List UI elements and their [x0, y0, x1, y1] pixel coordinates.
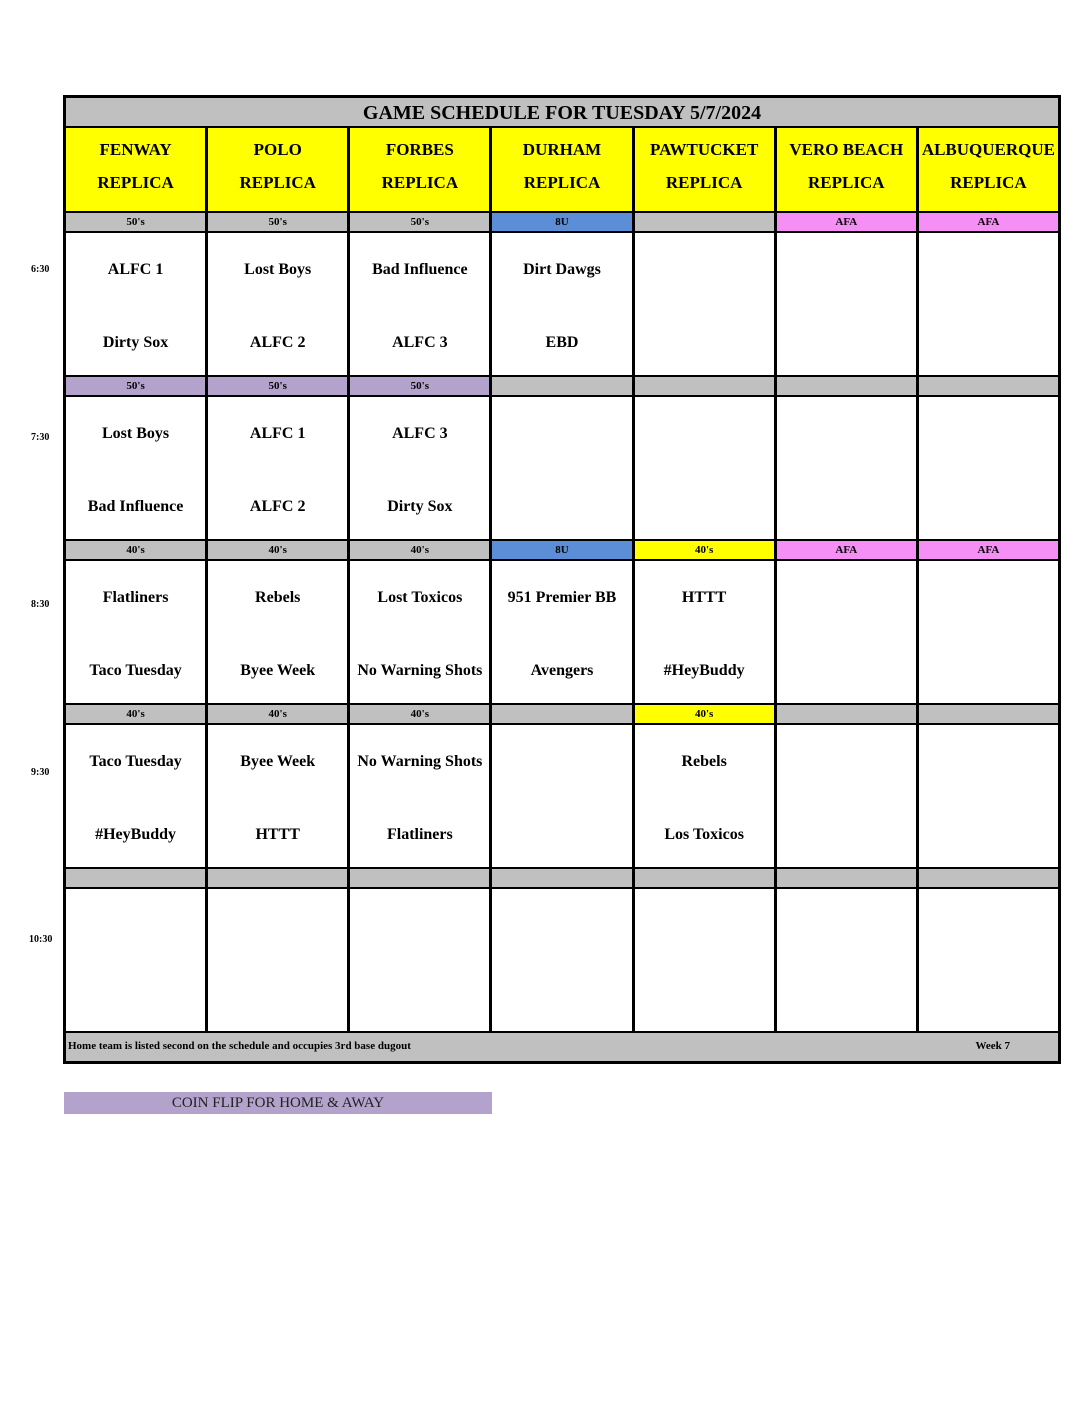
division-label	[919, 869, 1058, 887]
home-team	[923, 648, 1054, 692]
field-name: FENWAY	[99, 140, 172, 159]
home-team: Dirty Sox	[387, 497, 453, 515]
home-team	[781, 812, 912, 856]
away-team	[70, 903, 201, 947]
game-row	[66, 725, 1058, 867]
game-cell	[492, 233, 631, 375]
division-label	[777, 869, 916, 887]
division-row	[66, 375, 1058, 397]
home-team: EBD	[545, 333, 579, 351]
home-team: No Warning Shots	[357, 661, 483, 679]
division-label	[777, 377, 916, 395]
field-subtitle: REPLICA	[523, 173, 601, 192]
game-cell	[919, 397, 1058, 539]
schedule-title: GAME SCHEDULE FOR TUESDAY 5/7/2024	[66, 98, 1058, 128]
home-team: Dirty Sox	[102, 333, 169, 351]
game-row	[66, 397, 1058, 539]
away-team	[923, 411, 1054, 455]
division-label	[208, 869, 347, 887]
division-row	[66, 539, 1058, 561]
away-team	[639, 247, 770, 291]
division-label: 50's	[66, 377, 205, 395]
game-cell	[350, 397, 489, 539]
field-name: DURHAM	[522, 140, 602, 159]
home-team	[781, 648, 912, 692]
away-team	[212, 903, 343, 947]
game-cell	[208, 561, 347, 703]
time-label: 8:30	[31, 599, 50, 610]
game-cell	[350, 889, 489, 1031]
game-row	[66, 233, 1058, 375]
home-team: ALFC 2	[249, 333, 306, 351]
away-team	[496, 903, 627, 947]
division-row	[66, 703, 1058, 725]
field-header	[919, 128, 1058, 211]
game-cell	[350, 561, 489, 703]
game-cell	[492, 561, 631, 703]
game-cell	[492, 397, 631, 539]
game-cell	[208, 233, 347, 375]
division-label: 40's	[635, 705, 774, 723]
game-cell	[919, 561, 1058, 703]
away-team	[639, 903, 770, 947]
away-team: Taco Tuesday	[89, 752, 182, 770]
game-cell	[777, 233, 916, 375]
away-team: Flatliners	[102, 588, 169, 606]
division-label	[350, 869, 489, 887]
away-team	[781, 411, 912, 455]
division-label: 50's	[208, 213, 347, 231]
division-row	[66, 211, 1058, 233]
home-team: Avengers	[530, 661, 594, 679]
division-label: 40's	[350, 541, 489, 559]
away-team	[923, 575, 1054, 619]
away-team: Byee Week	[240, 752, 316, 770]
game-cell	[66, 725, 205, 867]
game-cell	[350, 233, 489, 375]
division-label: AFA	[919, 213, 1058, 231]
home-team: #HeyBuddy	[95, 825, 177, 843]
game-cell	[492, 889, 631, 1031]
time-slots	[66, 211, 1058, 1031]
field-header-row	[66, 128, 1058, 211]
game-cell	[350, 725, 489, 867]
home-team: Taco Tuesday	[89, 661, 182, 679]
away-team: ALFC 1	[107, 260, 164, 278]
home-team: ALFC 2	[249, 497, 306, 515]
field-subtitle: REPLICA	[665, 173, 743, 192]
game-cell	[777, 725, 916, 867]
division-row	[66, 867, 1058, 889]
division-label: 40's	[66, 541, 205, 559]
away-team	[354, 903, 485, 947]
division-label	[66, 869, 205, 887]
time-label: 10:30	[29, 934, 53, 945]
away-team	[639, 411, 770, 455]
home-team	[70, 976, 201, 1020]
game-cell	[919, 889, 1058, 1031]
division-label: 50's	[66, 213, 205, 231]
game-cell	[635, 725, 774, 867]
away-team: HTTT	[681, 588, 727, 606]
game-cell	[919, 725, 1058, 867]
game-cell	[208, 397, 347, 539]
home-team	[923, 812, 1054, 856]
home-team	[496, 484, 627, 528]
division-label: 8U	[492, 541, 631, 559]
away-team: No Warning Shots	[357, 752, 483, 770]
home-team	[639, 320, 770, 364]
home-team	[781, 320, 912, 364]
home-team	[923, 484, 1054, 528]
field-subtitle: REPLICA	[97, 173, 174, 192]
game-cell	[635, 561, 774, 703]
game-cell	[66, 397, 205, 539]
game-cell	[777, 397, 916, 539]
home-team	[496, 812, 627, 856]
division-label: 40's	[66, 705, 205, 723]
game-row	[66, 889, 1058, 1031]
schedule-footer	[66, 1031, 1058, 1061]
coin-flip-legend: COIN FLIP FOR HOME & AWAY	[64, 1092, 492, 1114]
field-subtitle: REPLICA	[239, 173, 316, 192]
schedule-table	[63, 95, 1061, 1064]
division-label: 40's	[635, 541, 774, 559]
field-name: PAWTUCKET	[649, 140, 759, 159]
home-team	[354, 976, 485, 1020]
away-team: ALFC 1	[249, 424, 306, 442]
field-header	[777, 128, 916, 211]
away-team: Lost Boys	[244, 260, 312, 278]
home-team: Bad Influence	[87, 497, 184, 515]
away-team	[496, 411, 627, 455]
away-team: Lost Boys	[102, 424, 170, 442]
home-team: Byee Week	[240, 661, 316, 679]
game-cell	[208, 889, 347, 1031]
away-team: ALFC 3	[392, 424, 448, 442]
home-team: #HeyBuddy	[663, 661, 745, 679]
away-team: Lost Toxicos	[377, 588, 463, 606]
game-cell	[635, 889, 774, 1031]
game-cell	[208, 725, 347, 867]
division-label	[635, 377, 774, 395]
away-team: 951 Premier BB	[507, 588, 617, 606]
field-header	[66, 128, 205, 211]
away-team	[923, 903, 1054, 947]
division-label: 50's	[350, 377, 489, 395]
away-team: Bad Influence	[372, 260, 468, 278]
home-team	[923, 976, 1054, 1020]
time-label: 9:30	[31, 767, 50, 778]
game-row	[66, 561, 1058, 703]
field-name: POLO	[253, 140, 302, 159]
home-team	[639, 484, 770, 528]
home-team	[781, 976, 912, 1020]
division-label: 40's	[350, 705, 489, 723]
game-cell	[66, 561, 205, 703]
field-header	[492, 128, 631, 211]
division-label	[635, 869, 774, 887]
division-label	[492, 869, 631, 887]
home-team	[781, 484, 912, 528]
field-header	[350, 128, 489, 211]
game-cell	[66, 889, 205, 1031]
division-label	[919, 377, 1058, 395]
home-team	[923, 320, 1054, 364]
home-team	[212, 976, 343, 1020]
time-label: 7:30	[31, 432, 50, 443]
home-team: Flatliners	[386, 825, 453, 843]
field-subtitle: REPLICA	[381, 173, 459, 192]
away-team	[781, 739, 912, 783]
away-team: Rebels	[681, 752, 727, 770]
away-team: Dirt Dawgs	[523, 260, 601, 278]
division-label: AFA	[777, 213, 916, 231]
division-label: 50's	[350, 213, 489, 231]
away-team	[781, 903, 912, 947]
time-label: 6:30	[31, 264, 50, 275]
game-cell	[66, 233, 205, 375]
field-subtitle: REPLICA	[950, 173, 1027, 192]
division-label: 50's	[208, 377, 347, 395]
home-team: Los Toxicos	[664, 825, 744, 843]
away-team	[781, 575, 912, 619]
away-team	[496, 739, 627, 783]
away-team: Rebels	[255, 588, 301, 606]
game-cell	[777, 889, 916, 1031]
game-cell	[635, 397, 774, 539]
division-label	[919, 705, 1058, 723]
field-name: FORBES	[385, 140, 454, 159]
division-label: 40's	[208, 541, 347, 559]
game-cell	[919, 233, 1058, 375]
away-team	[923, 739, 1054, 783]
away-team	[923, 247, 1054, 291]
game-cell	[492, 725, 631, 867]
home-team: ALFC 3	[392, 333, 448, 351]
home-team-note: Home team is listed second on the schedule and occupies 3rd base dugout	[68, 1040, 411, 1052]
home-team	[496, 976, 627, 1020]
division-label	[635, 213, 774, 231]
game-cell	[635, 233, 774, 375]
week-label: Week 7	[975, 1040, 1010, 1052]
field-name: VERO BEACH	[789, 140, 904, 159]
division-label	[777, 705, 916, 723]
field-name: ALBUQUERQUE	[921, 140, 1055, 159]
field-subtitle: REPLICA	[808, 173, 885, 192]
field-header	[208, 128, 347, 211]
division-label: AFA	[919, 541, 1058, 559]
division-label: AFA	[777, 541, 916, 559]
division-label: 40's	[208, 705, 347, 723]
division-label	[492, 377, 631, 395]
game-cell	[777, 561, 916, 703]
division-label	[492, 705, 631, 723]
home-team: HTTT	[255, 825, 300, 843]
division-label: 8U	[492, 213, 631, 231]
field-header	[635, 128, 774, 211]
home-team	[639, 976, 770, 1020]
away-team	[781, 247, 912, 291]
